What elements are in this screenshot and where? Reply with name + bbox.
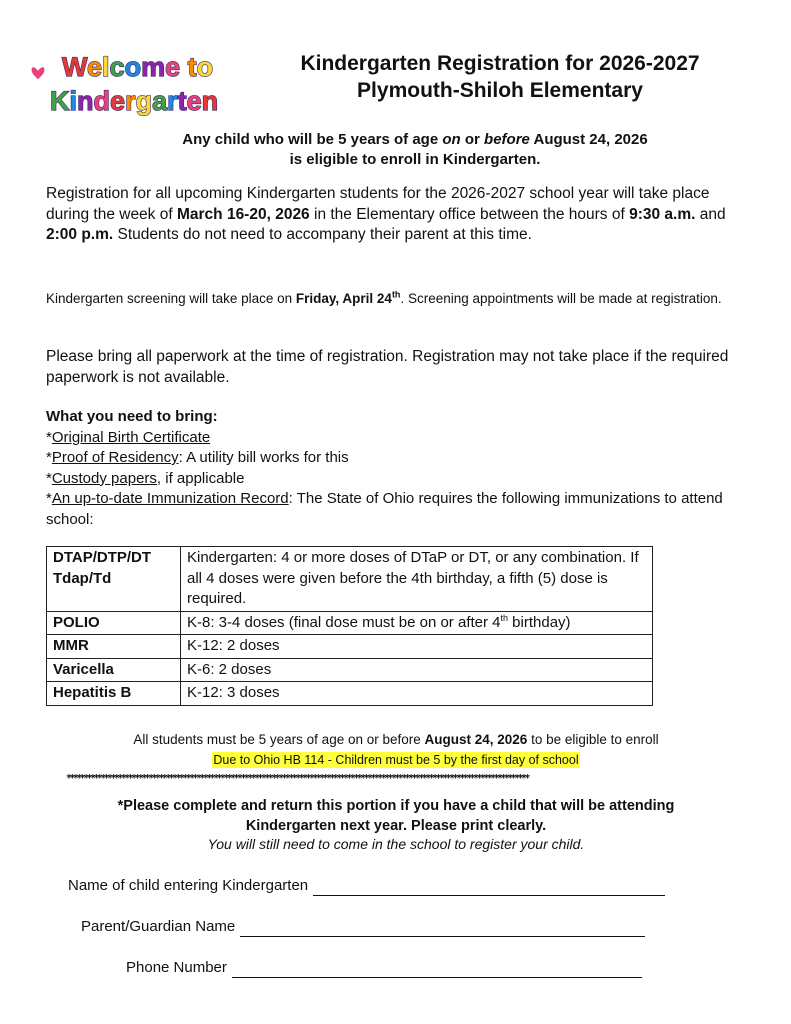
age-note-text: All students must be 5 years of age on or before [133,732,425,747]
welcome-to-kindergarten-logo [28,48,248,116]
screening-date: Friday, April 24 [295,291,392,306]
eligibility-or: or [460,131,485,148]
eligibility-line-1 [60,130,770,150]
return-notice-line-1: *Please complete and return this portion if you have a child that will be attending [117,798,675,814]
eligibility-line-2: is eligible to enroll in Kindergarten. [289,151,541,168]
logo-letter: e [165,52,181,82]
requirement-cell: Kindergarten: 4 or more doses of DTaP or DT, or any combination. If all 4 doses were given before the 4th birthday, a fifth (5) dose is required. [181,547,653,612]
logo-letter: m [141,52,166,82]
phone-number-input-line[interactable] [232,962,642,978]
hb114-note-wrapper [46,749,746,768]
logo-letter: e [87,52,103,82]
bring-item-detail: , if applicable [156,469,245,487]
paperwork-paragraph: Please bring all paperwork at the time of registration. Registration may not take place if the required paperwork is not available. [46,348,729,386]
child-name-input-line[interactable] [313,880,665,896]
requirement-cell [181,611,653,635]
what-to-bring-heading: What you need to bring: [46,408,218,425]
requirement-cell: K-12: 2 doses [181,635,653,659]
vaccine-cell: Varicella [47,658,181,682]
logo-letter: o [196,52,214,82]
table-row [47,635,653,659]
heart-icon [31,67,45,80]
vaccine-cell: DTAP/DTP/DT Tdap/Td [47,547,181,612]
logo-letter: n [77,86,94,116]
registration-paragraph [46,184,756,246]
age-note-date: August 24, 2026 [424,732,528,747]
age-requirement-note [46,731,746,749]
logo-letter: g [135,86,153,116]
logo-letter: c [109,52,125,82]
logo-letter: a [152,86,168,116]
vaccine-cell: POLIO [47,611,181,635]
registration-dates: March 16-20, 2026 [176,205,310,223]
vaccine-cell: MMR [47,635,181,659]
logo-text-kindergarten [50,86,218,116]
logo-letter: W [62,52,87,82]
return-portion-notice [46,796,746,836]
bring-item-detail: : A utility bill works for this [178,449,349,466]
cut-line-separator: *************************************************************************************************************************************** [66,773,528,784]
requirement-cell: K-12: 3 doses [181,682,653,706]
return-notice-line-2: Kindergarten next year. Please print clearly. [245,818,547,834]
bullet-star: * [46,449,52,466]
bullet-star: * [46,490,52,507]
parent-name-field [81,917,645,937]
logo-letter: t [187,52,197,82]
logo-letter: r [125,86,136,116]
immunization-table [46,546,653,706]
bring-item-residency [46,448,756,469]
screening-text: Kindergarten screening will take place on [46,291,296,306]
logo-letter: e [186,86,202,116]
logo-letter [180,52,188,82]
logo-letter: r [167,86,178,116]
child-name-label: Name of child entering Kindergarten [68,877,309,894]
requirement-text: K-8: 3-4 doses (final dose must be on or after 4 [187,613,501,631]
logo-letter: d [93,86,111,116]
table-row [47,611,653,635]
vaccine-cell: Hepatitis B [47,682,181,706]
logo-letter: i [69,86,78,116]
bring-item-detail: : The State of Ohio requires the following immunizations to attend school: [46,490,723,528]
table-row [47,547,653,612]
registration-end-time: 2:00 p.m. [46,226,114,243]
bring-item-birth-certificate [46,428,756,449]
requirement-suffix: th [500,612,509,623]
phone-number-label: Phone Number [126,959,227,976]
eligibility-on: on [442,131,461,148]
what-to-bring-section [46,407,756,530]
eligibility-before: before [484,131,530,148]
eligibility-text: Any child who will be 5 years of age [182,131,443,148]
bring-item-label: Original Birth Certificate [51,428,211,446]
page-title [258,50,742,104]
registration-text-4: Students do not need to accompany their parent at this time. [113,226,532,243]
registration-text-3: and [695,205,726,223]
registration-start-time: 9:30 a.m. [629,205,696,223]
logo-letter: n [201,86,219,116]
table-row [47,658,653,682]
hb114-highlighted-note: Due to Ohio HB 114 - Children must be 5 by the first day of school [213,753,579,767]
registration-text: Registration for all upcoming Kindergarten students for the 2026-2027 school year will take place during the week of [46,185,710,223]
table-row [47,682,653,706]
eligibility-date: August 24, 2026 [529,131,648,148]
return-portion-note: You will still need to come in the school to register your child. [207,836,585,852]
logo-letter: o [124,52,142,82]
registration-text-2: in the Elementary office between the hours of [309,205,630,223]
requirement-cell: K-6: 2 doses [181,658,653,682]
age-note-text-2: to be eligible to enroll [527,732,659,747]
bring-item-label: Custody papers [51,469,157,487]
parent-name-input-line[interactable] [240,921,645,937]
bullet-star: * [46,428,52,446]
logo-letter: l [102,52,110,82]
parent-name-label: Parent/Guardian Name [81,918,236,935]
screening-date-suffix: th [391,289,401,300]
bring-item-immunization [46,489,756,530]
logo-letter: t [177,86,187,116]
requirement-text-end: birthday) [508,613,571,631]
screening-text-2: . Screening appointments will be made at registration. [400,291,722,306]
title-line-1: Kindergarten Registration for 2026-2027 [300,52,700,75]
logo-letter: K [50,86,70,116]
bullet-star: * [46,469,52,487]
bring-item-label: Proof of Residency [51,449,179,466]
logo-letter: e [110,86,126,116]
eligibility-statement [60,130,770,170]
screening-paragraph [46,289,756,308]
bring-item-custody [46,469,756,490]
bring-item-label: An up-to-date Immunization Record [51,490,289,507]
child-name-field [68,876,665,896]
title-line-2: Plymouth-Shiloh Elementary [357,79,643,102]
phone-number-field [126,958,642,978]
logo-text-welcome-to [62,52,213,82]
